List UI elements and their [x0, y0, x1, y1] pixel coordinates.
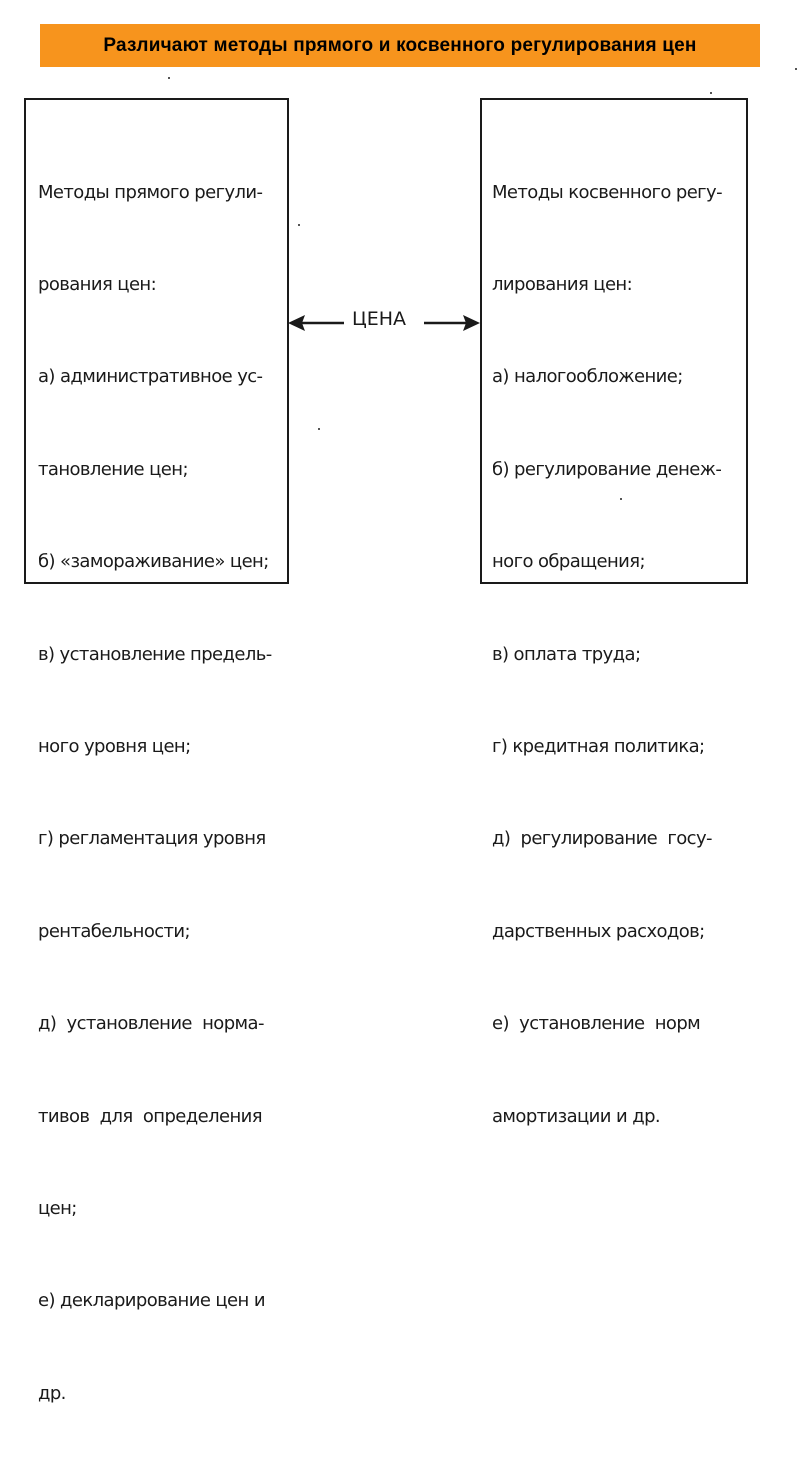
right-arrow-icon — [424, 313, 480, 333]
scan-speck — [710, 92, 712, 94]
scan-speck — [318, 428, 320, 430]
indirect-methods-list — [492, 116, 738, 1194]
direct-methods-line: тивов для определения — [38, 1105, 262, 1127]
direct-methods-line: тановление цен; — [38, 458, 188, 480]
title-banner — [40, 24, 760, 67]
indirect-methods-line: г) кредитная политика; — [492, 735, 705, 757]
direct-methods-line: е) декларирование цен и — [38, 1290, 265, 1312]
direct-methods-line: а) административное ус- — [38, 366, 263, 388]
direct-methods-line: рования цен: — [38, 273, 157, 295]
direct-methods-line: др. — [38, 1382, 66, 1404]
scan-speck — [298, 224, 300, 226]
direct-methods-line: рентабельности; — [38, 920, 190, 942]
left-arrow-icon — [288, 313, 344, 333]
direct-methods-line: в) установление предель- — [38, 643, 272, 665]
price-label: ЦЕНА — [352, 308, 407, 330]
direct-methods-box — [24, 98, 289, 1404]
indirect-methods-box — [480, 98, 748, 1127]
indirect-methods-line: а) налогообложение; — [492, 366, 683, 388]
indirect-methods-line: Методы косвенного регу- — [492, 181, 722, 203]
indirect-methods-line: б) регулирование денеж- — [492, 458, 722, 480]
direct-methods-line: д) установление норма- — [38, 1013, 264, 1035]
indirect-methods-line: в) оплата труда; — [492, 643, 641, 665]
page-title: Различают методы прямого и косвенного регулирования цен — [103, 34, 697, 56]
direct-methods-line: б) «замораживание» цен; — [38, 551, 269, 573]
indirect-methods-line: дарственных расходов; — [492, 920, 705, 942]
indirect-methods-line: д) регулирование госу- — [492, 828, 712, 850]
scan-speck — [620, 498, 622, 500]
scan-speck — [168, 77, 170, 79]
direct-methods-line: ного уровня цен; — [38, 735, 191, 757]
scan-speck — [795, 68, 797, 70]
direct-methods-list — [38, 116, 279, 1471]
indirect-methods-line: ного обращения; — [492, 551, 645, 573]
direct-methods-line: цен; — [38, 1197, 77, 1219]
indirect-methods-line: амортизации и др. — [492, 1105, 661, 1127]
indirect-methods-line: лирования цен: — [492, 273, 633, 295]
direct-methods-line: г) регламентация уровня — [38, 828, 266, 850]
indirect-methods-line: е) установление норм — [492, 1013, 701, 1035]
direct-methods-line: Методы прямого регули- — [38, 181, 263, 203]
